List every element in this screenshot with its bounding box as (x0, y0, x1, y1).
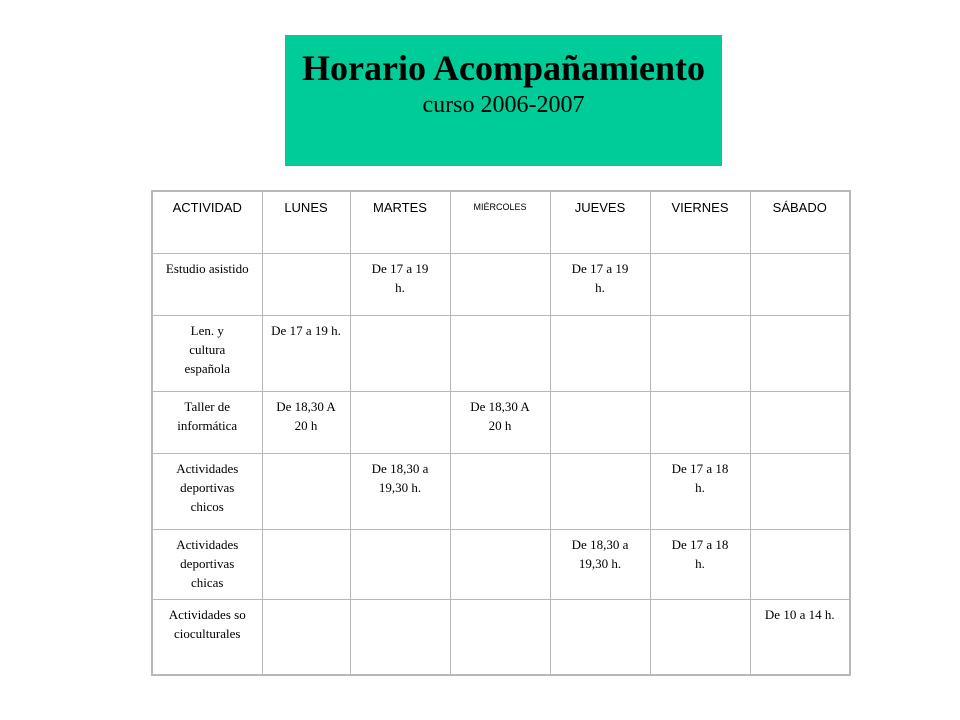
table-row (152, 315, 850, 391)
schedule-cell-text: De 18,30 A 20 h (470, 398, 530, 433)
activity-cell (152, 529, 262, 599)
activity-label: Actividades deportivas chicos (176, 460, 239, 514)
schedule-cell-text: De 17 a 18 h. (671, 460, 729, 495)
schedule-cell (450, 391, 550, 453)
schedule-cell-text: De 17 a 18 h. (671, 536, 729, 571)
page-subtitle: curso 2006-2007 (422, 92, 585, 118)
title-banner (285, 35, 722, 166)
table-row (152, 529, 850, 599)
schedule-cell-text: De 18,30 a 19,30 h. (571, 536, 629, 571)
schedule-cell (550, 391, 650, 453)
column-header-viernes: VIERNES (650, 191, 750, 253)
schedule-cell (262, 453, 350, 529)
activity-label: Actividades deportivas chicas (176, 536, 239, 590)
table-row (152, 453, 850, 529)
activity-cell (152, 599, 262, 675)
page-title: Horario Acompañamiento (302, 48, 705, 88)
schedule-cell (750, 453, 850, 529)
schedule-cell-text: De 18,30 A 20 h (276, 398, 336, 433)
table-row (152, 253, 850, 315)
schedule-cell (650, 453, 750, 529)
table-row (152, 391, 850, 453)
schedule-cell (550, 315, 650, 391)
schedule-cell-text: De 17 a 19 h. (371, 260, 429, 295)
schedule-cell (450, 599, 550, 675)
schedule-cell (350, 529, 450, 599)
column-header-miercoles: MIÉRCOLES (450, 191, 550, 253)
schedule-cell (262, 391, 350, 453)
table-row (152, 599, 850, 675)
schedule-cell (550, 253, 650, 315)
column-header-martes: MARTES (350, 191, 450, 253)
schedule-cell (450, 529, 550, 599)
schedule-cell (650, 529, 750, 599)
schedule-cell (750, 315, 850, 391)
schedule-cell-text: De 17 a 19 h. (571, 260, 629, 295)
activity-cell (152, 453, 262, 529)
schedule-cell (450, 315, 550, 391)
schedule-cell (550, 599, 650, 675)
table-header-row (152, 191, 850, 253)
schedule-cell (750, 253, 850, 315)
schedule-cell (262, 253, 350, 315)
schedule-cell (350, 453, 450, 529)
schedule-cell (350, 253, 450, 315)
schedule-cell (750, 529, 850, 599)
schedule-cell (350, 599, 450, 675)
schedule-cell (350, 315, 450, 391)
schedule-cell (750, 391, 850, 453)
schedule-cell (550, 529, 650, 599)
activity-cell (152, 315, 262, 391)
activity-cell (152, 391, 262, 453)
activity-label: Len. y cultura española (184, 322, 230, 376)
activity-label: Estudio asistido (165, 260, 249, 276)
schedule-cell (450, 253, 550, 315)
schedule-cell-text: De 10 a 14 h. (764, 606, 835, 622)
schedule-cell (750, 599, 850, 675)
schedule-cell (262, 599, 350, 675)
schedule-table (151, 190, 851, 676)
schedule-cell-text: De 17 a 19 h. (271, 322, 341, 338)
schedule-cell (262, 315, 350, 391)
schedule-cell (450, 453, 550, 529)
schedule-cell-text: De 18,30 a 19,30 h. (371, 460, 429, 495)
column-header-lunes: LUNES (262, 191, 350, 253)
schedule-cell (650, 315, 750, 391)
schedule-cell (262, 529, 350, 599)
schedule-cell (350, 391, 450, 453)
column-header-sabado: SÁBADO (750, 191, 850, 253)
column-header-actividad: ACTIVIDAD (152, 191, 262, 253)
activity-cell (152, 253, 262, 315)
schedule-cell (650, 391, 750, 453)
activity-label: Actividades socioculturales (168, 606, 246, 641)
schedule-cell (550, 453, 650, 529)
schedule-cell (650, 253, 750, 315)
activity-label: Taller de informática (177, 398, 238, 433)
schedule-cell (650, 599, 750, 675)
column-header-jueves: JUEVES (550, 191, 650, 253)
